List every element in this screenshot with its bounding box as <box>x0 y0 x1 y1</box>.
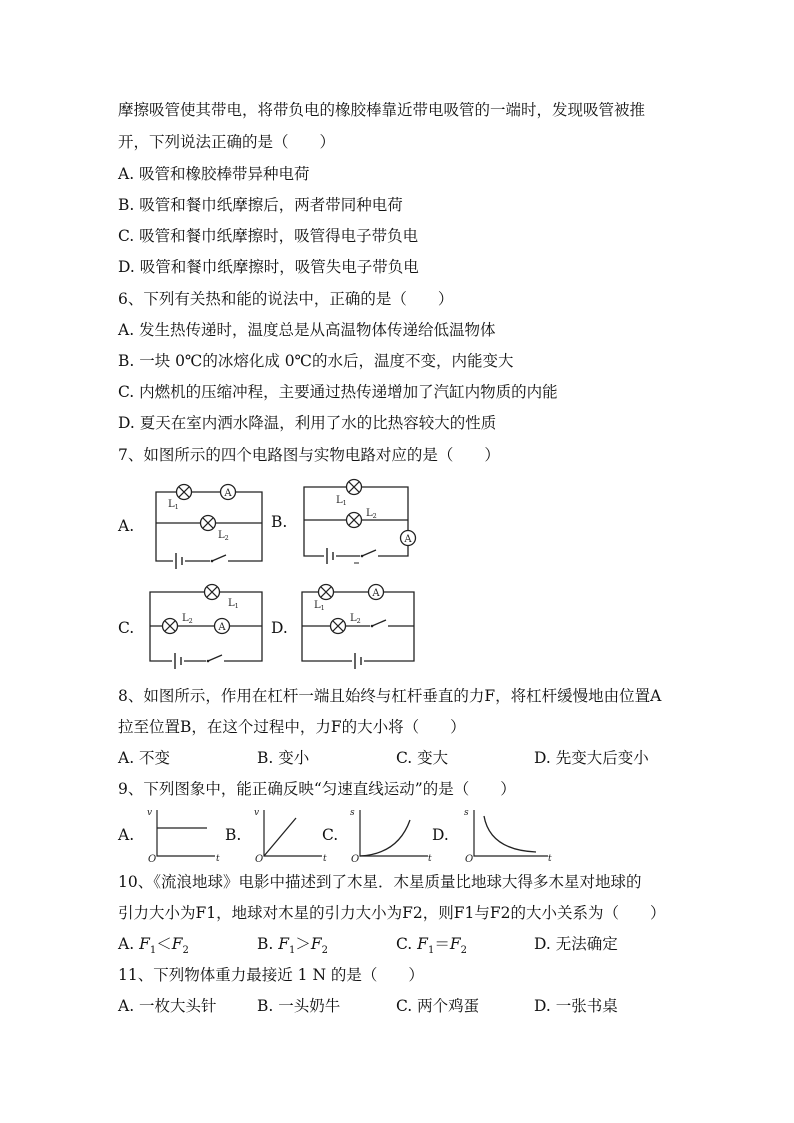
q7-stem: 7、如图所示的四个电路图与实物电路对应的是（ ） <box>118 446 500 464</box>
ammeter <box>401 531 416 546</box>
ammeter-label: A <box>372 588 380 599</box>
ammeter <box>215 619 230 634</box>
graph-c <box>348 806 434 864</box>
graph-a-origin: O <box>148 854 157 865</box>
lamp-l1-label: $L_1$ <box>228 598 239 610</box>
graph-b-origin: O <box>255 854 264 865</box>
q9-label-a: A. <box>118 826 135 844</box>
circuit-d <box>300 585 418 665</box>
q10-option-a: A. $F_1<F_2$ <box>118 935 189 957</box>
lamp-l2 <box>347 513 362 528</box>
lamp-l1-label: $L_1$ <box>336 495 347 507</box>
graph-a-y-label: v <box>147 808 153 818</box>
ammeter <box>369 585 384 600</box>
graph-d <box>462 806 554 864</box>
q6-option-a: A. 发生热传递时，温度总是从高温物体传递给低温物体 <box>118 321 496 339</box>
q11-option-b: B. 一头奶牛 <box>257 997 341 1015</box>
q7-label-d: D. <box>271 619 288 637</box>
graph-b-line <box>264 818 296 856</box>
q10-stem-line2: 引力大小为F1，地球对木星的引力大小为F2，则F1与F2的大小关系为（ ） <box>118 904 666 922</box>
q6-option-b: B. 一块 0℃的冰熔化成 0℃的水后，温度不变，内能变大 <box>118 352 514 370</box>
graph-d-x-label: t <box>548 854 552 864</box>
lamp-l2-label: $L_2$ <box>350 613 361 625</box>
circuit-c <box>148 585 266 665</box>
q10-option-c: C. $F_1=F_2$ <box>396 935 467 957</box>
switch <box>206 655 224 665</box>
q8-option-c: C. 变大 <box>396 749 449 767</box>
ammeter-label: A <box>224 488 232 499</box>
ammeter-label: A <box>218 622 226 633</box>
q11-stem: 11、下列物体重力最接近 1 N 的是（ ） <box>118 966 424 984</box>
switch <box>370 620 388 630</box>
lamp-l2 <box>201 516 216 531</box>
q10-option-d: D. 无法确定 <box>534 935 618 953</box>
ammeter-label: A <box>404 534 412 545</box>
q5-option-a: A. 吸管和橡胶棒带异种电荷 <box>118 165 310 183</box>
switch <box>210 555 228 565</box>
graph-a-x-label: t <box>216 854 220 864</box>
graph-b <box>252 806 328 864</box>
q8-option-b: B. 变小 <box>257 749 310 767</box>
q9-label-c: C. <box>322 826 339 844</box>
ammeter <box>221 485 236 500</box>
q9-stem: 9、下列图象中，能正确反映“匀速直线运动”的是（ ） <box>118 780 516 798</box>
q5-stem-line1: 摩擦吸管使其带电，将带负电的橡胶棒靠近带电吸管的一端时，发现吸管被推 <box>118 101 646 119</box>
q8-option-a: A. 不变 <box>118 749 171 767</box>
q11-option-c: C. 两个鸡蛋 <box>396 997 480 1015</box>
q7-label-c: C. <box>118 619 135 637</box>
q5-option-b: B. 吸管和餐巾纸摩擦后，两者带同种电荷 <box>118 196 403 214</box>
q6-option-c: C. 内燃机的压缩冲程，主要通过热传递增加了汽缸内物质的内能 <box>118 383 558 401</box>
graph-c-curve <box>360 820 410 856</box>
q7-label-a: A. <box>118 517 135 535</box>
circuit-b <box>302 480 414 566</box>
circuit-a <box>154 485 264 567</box>
graph-d-origin: O <box>465 854 474 865</box>
lamp-l1 <box>347 480 362 495</box>
lamp-l2 <box>331 619 346 634</box>
graph-d-curve <box>484 816 536 852</box>
q8-option-d: D. 先变大后变小 <box>534 749 649 767</box>
lamp-l1-label: $L_1$ <box>314 600 325 612</box>
graph-c-origin: O <box>351 854 360 865</box>
lamp-l1-label: $L_1$ <box>168 499 179 511</box>
lamp-l1 <box>205 585 220 600</box>
q10-option-b: B. $F_1>F_2$ <box>257 935 329 957</box>
lamp-l1 <box>177 485 192 500</box>
lamp-l2 <box>163 619 178 634</box>
battery <box>352 653 364 669</box>
graph-c-y-label: s <box>350 808 355 818</box>
battery <box>173 553 185 569</box>
q11-option-d: D. 一张书桌 <box>534 997 618 1015</box>
q5-stem-line2: 开，下列说法正确的是（ ） <box>118 133 336 151</box>
lamp-l2-label: $L_2$ <box>218 530 229 542</box>
q6-option-d: D. 夏天在室内洒水降温，利用了水的比热容较大的性质 <box>118 414 497 432</box>
graph-a <box>145 806 221 864</box>
graph-c-x-label: t <box>428 854 432 864</box>
q9-label-b: B. <box>225 826 242 844</box>
graph-d-y-label: s <box>464 808 469 818</box>
switch <box>360 550 378 560</box>
q11-option-a: A. 一枚大头针 <box>118 997 217 1015</box>
battery <box>324 548 336 564</box>
q5-option-d: D. 吸管和餐巾纸摩擦时，吸管失电子带负电 <box>118 258 419 276</box>
q8-stem-line1: 8、如图所示，作用在杠杆一端且始终与杠杆垂直的力F，将杠杆缓慢地由位置A <box>118 687 662 705</box>
lamp-l2-label: $L_2$ <box>182 613 193 625</box>
q7-label-b: B. <box>271 513 288 531</box>
q9-label-d: D. <box>432 826 449 844</box>
lamp-l2-label: $L_2$ <box>366 508 377 520</box>
graph-b-x-label: t <box>323 854 327 864</box>
lamp-l1 <box>319 585 334 600</box>
q8-stem-line2: 拉至位置B，在这个过程中，力F的大小将（ ） <box>118 718 466 736</box>
battery <box>172 653 184 669</box>
graph-b-y-label: v <box>254 808 260 818</box>
q6-stem: 6、下列有关热和能的说法中，正确的是（ ） <box>118 290 454 308</box>
q5-option-c: C. 吸管和餐巾纸摩擦时，吸管得电子带负电 <box>118 227 419 245</box>
q10-stem-line1: 10、《流浪地球》电影中描述到了木星．木星质量比地球大得多木星对地球的 <box>118 873 642 891</box>
